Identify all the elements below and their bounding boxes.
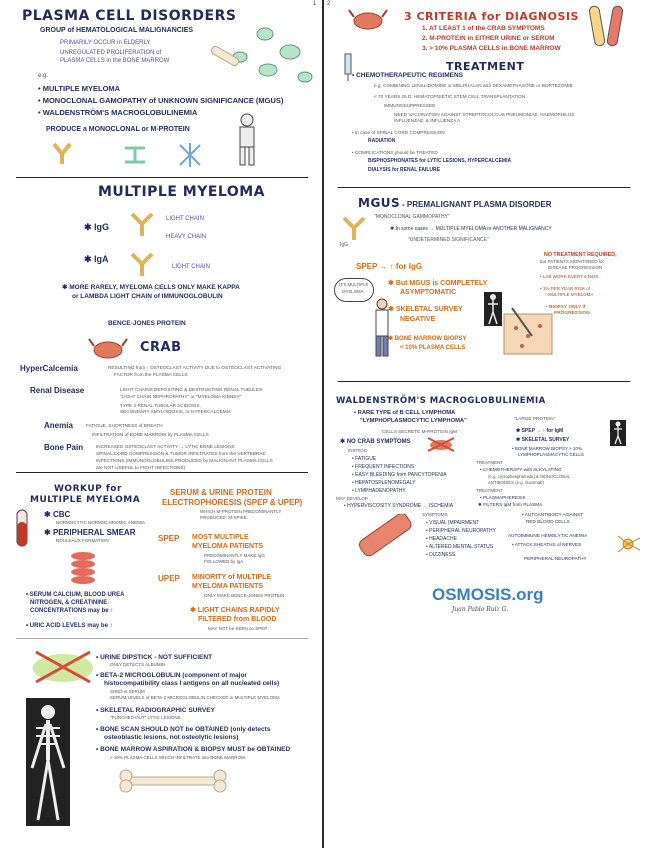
no-treatment: NO TREATMENT REQUIRED, <box>544 252 617 258</box>
separator-2 <box>16 472 308 473</box>
wald-sx-2: • EASY BLEEDING from PANCYTOPENIA <box>352 472 447 478</box>
plasma-title: PLASMA CELL DISORDERS <box>22 8 237 24</box>
plasma-eg: e.g. <box>38 73 49 79</box>
anemia-desc-2: INFILTRATION of BONE MARROW by PLASMA CELLS <box>92 432 209 437</box>
wald-may-develop: MAY DEVELOP <box>336 496 368 501</box>
criteria-1: 1. AT LEAST 1 of the CRAB SYMPTOMS <box>422 25 545 32</box>
workup-cbc: ✱ CBC <box>44 510 71 519</box>
plasma-item-wald: • WALDENSTRÖM'S MACROGLOBULINEMIA <box>38 108 198 117</box>
antibody-icons <box>50 140 220 170</box>
serum-line-3: CONCENTRATIONS may be ↑ <box>30 608 114 614</box>
plasma-item-myeloma: • MULTIPLE MYELOMA <box>38 84 121 93</box>
b2m-1: • BETA-2 MICROGLOBULIN (component of major <box>96 672 247 679</box>
wald-sx-4: • LYMPHADENOPATHY <box>352 488 406 494</box>
multiple-myeloma-section <box>0 178 320 478</box>
bone-desc-2: SPINAL CORD COMPRESSION & TUMOR INFILTRATES from the VERTEBRAE <box>96 451 266 456</box>
serum-line-1: • SERUM CALCIUM, BLOOD UREA <box>26 592 125 598</box>
marrow-biopsy: • BONE MARROW ASPIRATION & BIOPSY MUST be OBTAINED <box>96 746 291 753</box>
immunoglobulin-icons <box>128 210 168 280</box>
crab-icon <box>88 336 128 361</box>
mgus-bm-1: ✱ BONE MARROW BIOPSY <box>388 336 467 342</box>
spep-desc-3: PREDOMINANTLY MAKE IgG <box>204 553 265 558</box>
mgus-bm-2: < 10% PLASMA CELLS <box>400 345 466 351</box>
lc-line-3: MAY NOT be SEEN on SPEP <box>208 626 268 631</box>
mgus-some: ✱ In some cases → MULTIPLE MYELOMA or ANOTHER MALIGNANCY <box>390 226 552 232</box>
plasma-produce: PRODUCE a MONOCLONAL or M-PROTEIN <box>46 126 190 133</box>
marrow-desc: > 10% PLASMA CELLS WHICH INFILTRATE into BONE MARROW <box>110 755 246 760</box>
upep-label: UPEP <box>158 574 180 583</box>
bone-desc-4: are NOT USEFUL to FIGHT INFECTIONS) <box>96 465 186 470</box>
risk-1: • 1% PER YEAR RISK of <box>540 286 591 291</box>
wald-symptoms: SYMPTOMS <box>422 512 448 517</box>
dipstick-desc: ONLY DETECTS ALBUMIN <box>110 662 166 667</box>
mgus-spep: SPEP → ↑ for IgG <box>356 262 423 271</box>
wald-instead: INSTEAD <box>348 448 368 453</box>
radiation: RADIATION <box>368 138 396 144</box>
light-chain-label-1: LIGHT CHAIN <box>166 216 204 222</box>
hyper-desc-1: RESULTING from ↑ OSTEOCLAST ACTIVITY DUE to OSTEOCLAST ACTIVATING <box>108 365 282 370</box>
crab-hypercalcemia: HyperCalcemia <box>20 364 78 373</box>
bone-icon <box>118 768 228 794</box>
wald-skel: ✱ SKELETAL SURVEY <box>516 437 570 443</box>
skel-desc: "PUNCHED OUT" LYTIC LESIONS <box>110 715 181 720</box>
wald-attack: • ATTACK SHEATHS of NERVES <box>512 542 582 547</box>
young-transplant: < 70 YEARS OLD: HEMATOPOIETIC STEM CELL TRANSPLANTATION <box>374 94 526 99</box>
rarely-line-2: or LAMBDA LIGHT CHAIN of IMMUNOGLOBULIN <box>72 293 223 300</box>
wald-lympho: "LYMPHOPLASMOCYTIC LYMPHOMA" <box>360 418 467 424</box>
wald-auto-2: RED BLOOD CELLS <box>526 519 570 524</box>
biopsy-only-2: PROGRESSION <box>554 311 590 316</box>
mgus-title: MGUS <box>358 196 401 210</box>
wald-chemo-3: ANTIBODIES (e.g. rituximab) <box>488 480 544 485</box>
neuron-icon <box>616 534 642 554</box>
dialysis: DIALYSIS for RENAL FAILURE <box>368 167 440 173</box>
b2m-4: SERUM LEVELS of BETA-2 MICROGLOBULIN CHECKED in MULTIPLE MYELOMA <box>110 695 280 700</box>
crossed-crab-icon <box>426 436 456 452</box>
light-chain-label-2: LIGHT CHAIN <box>172 264 210 270</box>
plasma-elderly: PRIMARILY OCCUR in ELDERLY <box>60 40 151 46</box>
skel-survey: • SKELETAL RADIOGRAPHIC SURVEY <box>96 707 215 714</box>
crab-anemia: Anemia <box>44 421 73 430</box>
wald-bm-2: LYMPHOPLASMACYTIC CELLS <box>518 452 584 457</box>
vaccination-2: INFLUENZAE, & INFLUENZA A <box>394 118 461 123</box>
spep-desc-4: FOLLOWED by IgA <box>204 559 244 564</box>
wald-sx2-1: • PERIPHERAL NEUROPATHY <box>426 528 497 534</box>
osmosis-logo: OSMOSIS.org <box>432 585 544 604</box>
separator-r2 <box>338 381 630 382</box>
wald-sx2-0: • VISUAL IMPAIRMENT <box>426 520 480 526</box>
mgus-skel-1: ✱ SKELETAL SURVEY <box>388 306 463 313</box>
workup-section <box>0 478 320 648</box>
rarely-line-1: ✱ MORE RARELY, MYELOMA CELLS ONLY MAKE KAPPA <box>62 284 240 291</box>
serum-line-2: NITROGEN, & CREATININE <box>30 600 108 606</box>
no-urine-dipstick-icon <box>28 646 98 686</box>
plasma-item-mgus: • MONOCLONAL GAMOPATHY of UNKNOWN SIGNIFICANCE (MGUS) <box>38 96 284 105</box>
igg-icon <box>340 214 368 242</box>
wald-periph: PERIPHERAL NEUROPATHY <box>524 556 587 561</box>
criteria-title: 3 CRITERIA for DIAGNOSIS <box>404 10 579 23</box>
bone-scan-1: • BONE SCAN SHOULD NOT be OBTAINED (only detects <box>96 726 271 733</box>
bubble-line-2: MYELOMA <box>342 289 364 294</box>
treatment-title: TREATMENT <box>446 60 525 73</box>
crab-icon-right <box>348 8 388 32</box>
vaccination-1: NEED VACCINATION AGAINST STREPTOCOCCUS PNEUMONIAE, HAEMOPHILUS <box>394 112 575 117</box>
mgus-section <box>326 190 646 380</box>
wald-sx-1: • FREQUENT INFECTIONS <box>352 464 415 470</box>
mgus-skel-2: NEGATIVE <box>400 316 436 323</box>
myeloma-title: MULTIPLE MYELOMA <box>98 184 266 200</box>
chemo-eg: e.g. COMBINING LENALIDOMIDE or MELPHALAN with DEXAMETHASONE or BORTEZOMIB <box>374 83 573 88</box>
iga-label: ✱ IgA <box>84 254 109 264</box>
wald-sx2-3: • ALTERED MENTAL STATUS <box>426 544 494 550</box>
wald-filters: ✱ FILTERS IgM from PLASMA <box>478 502 543 507</box>
wald-sx2-2: • HEADACHE <box>426 536 457 542</box>
lab-work: • LAB WORK EVERY 6 MOS. <box>540 274 600 279</box>
workup-title-1: WORKUP for <box>54 484 122 494</box>
bisphosphonates: BISPHOSPHONATES for LYTIC LESIONS, HYPERCALCEMIA <box>368 158 512 164</box>
smear-desc: ROULEAUX FORMATION <box>56 538 109 543</box>
plasma-cell-section <box>0 0 320 175</box>
wald-no-crab: ✱ NO CRAB SYMPTOMS <box>340 439 411 445</box>
plasma-unreg-1: UNREGULATED PROLIFERATION of <box>60 50 162 56</box>
spep-which-1: WHICH M-PROTEIN PREDOMINANTLY <box>200 509 282 514</box>
workup-title-2: MULTIPLE MYELOMA <box>30 495 141 505</box>
criteria-treatment-section <box>326 0 646 185</box>
wald-spep: ✱ SPEP → ↑ for IgM <box>516 428 564 434</box>
upep-desc-1: MINORITY of MULTIPLE <box>192 574 272 581</box>
renal-desc-3: TYPE 2 RENAL TUBULAR ACIDOSIS, <box>120 403 201 408</box>
page-number-right: 2 <box>327 1 331 7</box>
criteria-3: 3. > 10% PLASMA CELLS in BONE MARROW <box>422 45 561 52</box>
wald-treatment: TREATMENT <box>476 460 504 465</box>
spep-which-2: PRODUCED: M-SPIKE <box>200 515 247 520</box>
upep-desc-3: ONLY MAKE BENCE-JONES PROTEIN <box>204 593 285 598</box>
wald-treatment-2: TREATMENT <box>476 488 504 493</box>
crab-renal: Renal Disease <box>30 386 85 395</box>
renal-desc-1: LIGHT CHAINS DEPOSITING & DESTRUCTING RENAL TUBULES: <box>120 387 264 392</box>
bone-scan-2: osteoblastic lesions, not osteolytic lesions) <box>104 734 239 741</box>
lc-line-1: ✱ LIGHT CHAINS RAPIDLY <box>190 607 280 614</box>
spinal-case: • In case of SPINAL CORD COMPRESSION <box>352 130 445 135</box>
chemo-regimens: • CHEMOTHERAPEUTIC REGIMENS <box>352 72 463 79</box>
spep-desc-1: MOST MULTIPLE <box>192 534 249 541</box>
mgus-undet: "UNDETERMINED SIGNIFICANCE" <box>408 237 489 243</box>
plasma-cells-illustration <box>210 22 320 102</box>
complications: • COMPLICATIONS should be TREATED <box>352 150 438 155</box>
separator-3 <box>16 638 308 639</box>
mgus-mono: "MONOCLONAL GAMMOPATHY" <box>374 214 450 220</box>
plasma-group: GROUP of HEMATOLOGICAL MALIGNANCIES <box>40 27 194 34</box>
renal-desc-4: SECONDARY AMYLOIDOSIS, or HYPERCALCEMIA <box>120 409 232 414</box>
column-divider <box>322 0 324 848</box>
wald-skeleton-icon <box>610 420 626 446</box>
b2m-2: histocompatibility class I antigens on all nucleated cells) <box>104 680 280 687</box>
workup-smear: ✱ PERIPHERAL SMEAR <box>44 528 136 537</box>
bone-marrow-biopsy-icon <box>502 306 554 356</box>
bone-desc-1: INCREASED OSTEOCLAST ACTIVITY → LYTIC BONE LESIONS <box>96 444 235 449</box>
mgus-subtitle: - PREMALIGNANT PLASMA DISORDER <box>402 200 552 209</box>
immunosuppressed: IMMUNOSUPPRESSED <box>384 103 436 108</box>
cbc-desc: NORMOCYTIC NORMOCHROMIC ANEMIA <box>56 520 146 525</box>
wald-title: WALDENSTRÖM'S MACROGLOBULINEMIA <box>336 396 546 406</box>
wald-large: "LARGE PROTEIN" <box>514 416 556 421</box>
test-tubes-icon <box>588 4 628 52</box>
mgus-skeleton-icon <box>484 292 502 326</box>
wald-hyperviscosity: • HYPERVISCOSITY SYNDROME → ISCHEMIA <box>344 503 454 509</box>
separator-r1 <box>338 187 630 188</box>
blood-vessel-icon <box>352 514 412 564</box>
doctor-figure <box>372 298 392 358</box>
author-signature: Juan Pablo Ruiz G. <box>452 606 509 613</box>
anemia-desc-1: FATIGUE, SHORTNESS of BREATH <box>86 423 163 428</box>
renal-desc-2: "LIGHT CHAIN NEPHROPATHY" or "MYELOMA KIDNEY" <box>120 394 242 399</box>
biopsy-only-1: • BIOPSY ONLY if <box>546 305 586 310</box>
wald-aiha: AUTOIMMUNE HEMOLYTIC ANEMIA <box>508 533 588 538</box>
spep-title-2: ELECTROPHORESIS (SPEP & UPEP) <box>162 498 303 507</box>
heavy-chain-label: HEAVY CHAIN <box>166 234 207 240</box>
wald-chemo-1: • CHEMOTHERAPY with ALKYLATING <box>480 467 562 472</box>
b2m-3: SHED in SERUM <box>110 689 145 694</box>
spep-desc-2: MYELOMA PATIENTS <box>192 543 264 550</box>
no-treatment-3: DISEASE PROGRESSION <box>548 265 603 270</box>
wald-sx2-4: • DIZZINESS <box>426 552 456 558</box>
blood-tube-icon <box>12 508 32 550</box>
mgus-igg-label: IgG <box>340 242 349 248</box>
stormtrooper-figure <box>232 112 262 167</box>
crab-bone-pain: Bone Pain <box>44 443 84 452</box>
mgus-but-2: ASYMPTOMATIC <box>400 289 457 296</box>
bone-desc-3: INFECTIONS (IMMUNOGLOBULINS PRODUCED by MALIGNANT PLASMA CELLS <box>96 458 273 463</box>
page-number-left: 1 <box>313 1 317 7</box>
hyper-desc-2: FACTOR from the PLASMA CELLS <box>114 372 188 377</box>
spep-title-1: SERUM & URINE PROTEIN <box>170 488 272 497</box>
rouleaux-icon <box>66 548 100 588</box>
spep-label: SPEP <box>158 534 180 543</box>
wald-sx-3: • HEPATOSPLENOMEGALY <box>352 480 416 486</box>
mgus-but-1: ✱ But MGUS is COMPLETELY <box>388 280 488 287</box>
igg-label: ✱ IgG <box>84 222 110 232</box>
wald-rare: • RARE TYPE of B CELL LYMPHOMA <box>354 410 456 416</box>
crab-title: CRAB <box>140 340 182 355</box>
plasma-unreg-2: PLASMA CELLS in the BONE MARROW <box>60 58 170 64</box>
wald-auto-1: • AUTOANTIBODY AGAINST <box>522 512 584 517</box>
criteria-2: 2. M-PROTEIN in EITHER URINE or SERUM <box>422 35 555 42</box>
skeleton-xray-icon <box>26 698 70 826</box>
wald-secretes: CELLS SECRETE M-PROTEIN IgM <box>382 429 458 434</box>
wald-bm-1: • BONE MARROW BIOPSY > 10% <box>512 446 582 451</box>
wald-chemo-2: (e.g. cyclophosphamide) & MONOCLONAL <box>488 474 571 479</box>
lc-line-2: FILTERED from BLOOD <box>198 616 277 623</box>
bubble-line-1: IT'S MULTIPLE <box>339 282 369 287</box>
upep-desc-2: MYELOMA PATIENTS <box>192 583 264 590</box>
no-treatment-2: but PATIENTS MONITORED for <box>540 259 605 264</box>
dipstick: • URINE DIPSTICK - NOT SUFFICIENT <box>96 654 213 661</box>
risk-2: MULTIPLE MYELOMA <box>548 292 594 297</box>
bence-jones: BENCE-JONES PROTEIN <box>108 320 186 327</box>
wald-plasmapheresis: • PLASMAPHERESIS <box>480 495 526 500</box>
tests-section <box>0 640 320 845</box>
uric-acid: • URIC ACID LEVELS may be ↑ <box>26 623 113 629</box>
wald-sx-0: • FATIGUE <box>352 456 377 462</box>
